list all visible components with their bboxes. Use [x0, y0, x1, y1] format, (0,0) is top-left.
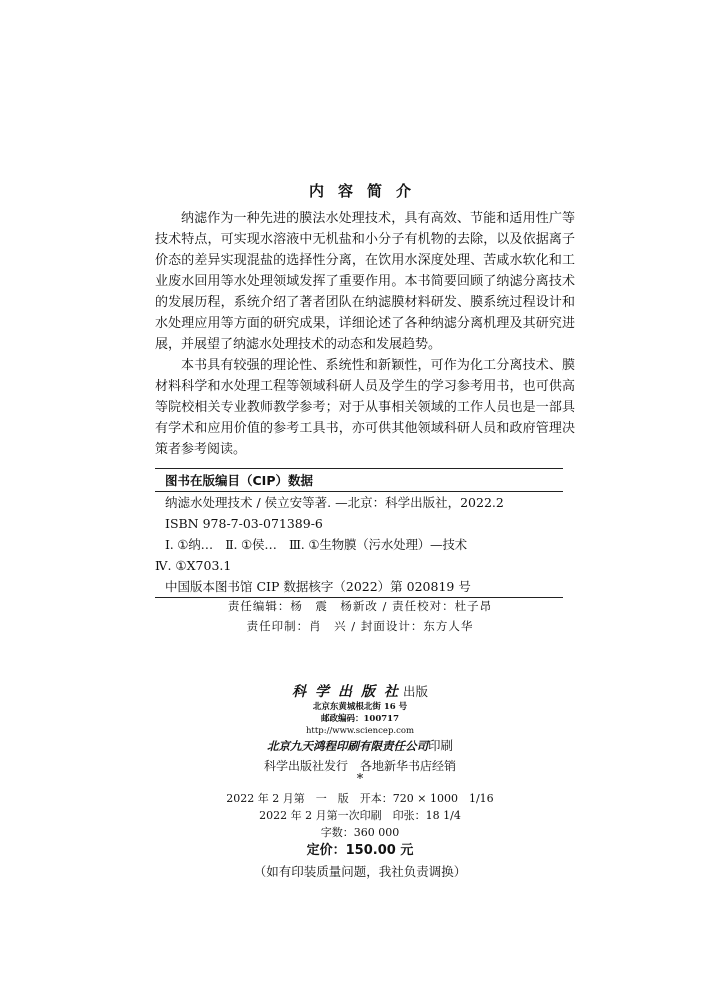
cip-isbn: ISBN 978-7-03-071389-6 [165, 516, 323, 531]
publisher-url: http://www.sciencep.com [305, 726, 415, 736]
edition-line: 2022 年 2 月第 一 版 开本：720 × 1000 1/16 [226, 792, 494, 805]
separator-star: * [356, 772, 364, 787]
printer-suffix: 印刷 [427, 738, 453, 753]
summary-paragraph-2: 本书具有较强的理论性、系统性和新颖性，可作为化工分离技术、膜材料科学和水处理工程等领域科研人员及学生的学习参考用书，也可供高等院校相关专业教师教学参考；对于从事相关领域的工作人员也是一部具有学术和应用价值的参考工具书，亦可供其他领域科研人员和政府管理决策者参考阅读。 [155, 358, 575, 457]
publisher-address: 北京东黄城根北街 16 号 [312, 702, 408, 712]
price: 定价：150.00 元 [306, 843, 414, 858]
publisher-line [0, 681, 720, 701]
printer-name: 北京九天鸿程印刷有限责任公司 [266, 739, 428, 753]
quality-note: （如有印装质量问题，我社负责调换） [253, 864, 467, 879]
publisher-name: 科学出版社 [291, 684, 407, 700]
publisher-postal: 邮政编码：100717 [321, 714, 399, 724]
cip-heading: 图书在版编目（CIP）数据 [165, 473, 313, 488]
cip-title-line: 纳滤水处理技术 / 侯立安等著. —北京：科学出版社，2022.2 [165, 495, 504, 510]
cip-block [155, 468, 563, 598]
cip-classification-2: Ⅳ. ①X703.1 [155, 558, 232, 573]
summary-paragraph-1: 纳滤作为一种先进的膜法水处理技术，具有高效、节能和适用性广等技术特点，可实现水溶液中无机盐和小分子有机物的去除，以及依据离子价态的差异实现混盐的选择性分离，在饮用水深度处理、苦咸水软化和工业废水回用等水处理领域发挥了重要作用。本书简要回顾了纳滤分离技术的发展历程，系统介绍了著者团队在纳滤膜材料研发、膜系统过程设计和水处理应用等方面的研究成果，详细论述了各种纳滤分离机理及其研究进展，并展望了纳滤水处理技术的动态和发展趋势。 [155, 211, 575, 352]
cip-top-rule [155, 468, 563, 469]
printing-line: 2022 年 2 月第一次印刷 印张：18 1/4 [259, 809, 461, 822]
cip-classification-1: Ⅰ. ①纳… Ⅱ. ①侯… Ⅲ. ①生物膜（污水处理）—技术 [165, 537, 467, 552]
printer-line [0, 737, 720, 755]
staff-line-2: 责任印制：肖 兴 / 封面设计：东方人华 [246, 619, 474, 633]
summary-title: 内容简介 [308, 182, 425, 200]
cip-number: 中国版本图书馆 CIP 数据核字（2022）第 020819 号 [165, 579, 471, 594]
publisher-suffix: 出版 [402, 684, 428, 699]
word-count: 字数：360 000 [320, 826, 400, 839]
distribution-line: 科学出版社发行 各地新华书店经销 [263, 759, 456, 773]
staff-line-1: 责任编辑：杨 震 杨新改 / 责任校对：杜子昂 [227, 599, 493, 613]
summary-body [155, 208, 575, 460]
